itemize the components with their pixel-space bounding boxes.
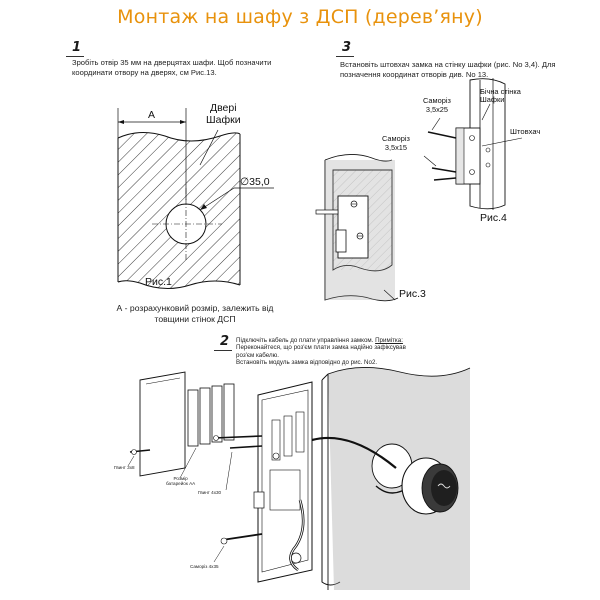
label-screw-4x35: Саморіз 4х35 (190, 564, 219, 569)
label-screw-4x30: Гвинт 4х30 (198, 490, 222, 495)
label-side-wall: Бічна стінка Шафки (480, 87, 521, 104)
step-2-line-3: Встановіть модуль замка відповідно до рис. No2. (236, 359, 378, 367)
label-diameter: ∅35,0 (240, 176, 270, 188)
label-batteries: Розмір батарейок АА (166, 476, 196, 487)
page-title: Монтаж на шафу з ДСП (дерев’яну) (117, 6, 483, 28)
figure-4-caption: Рис.4 (480, 212, 507, 224)
step-1-instructions: Зробіть отвір 35 мм на дверцятах шафи. Щоб позначити координати отвору на дверях, см Рис.13. (72, 58, 272, 77)
step-2-number: 2 (220, 334, 230, 349)
figure-3-caption: Рис.3 (399, 288, 426, 300)
label-door: Дверi Шафки (206, 102, 241, 126)
figure-3-cabinet-wall (316, 154, 398, 300)
step-2-note: Примітка: (375, 337, 403, 344)
lock-body (254, 382, 312, 582)
step-2-line-2: Переконайтеся, що роз'єм плати замка надійно зафіксував роз'єм кабелю. (236, 344, 406, 359)
label-screw-3x8: Гвинт 3х8 (114, 465, 135, 470)
label-pusher: Штовхач (510, 127, 541, 136)
step-1-number: 1 (72, 40, 82, 55)
figure-1-caption: Рис.1 (145, 276, 172, 288)
step-3-instructions: Встановіть штовхач замка на стінку шафки (рис. No 3,4). Для позначення координат отворів див. No 13. (340, 60, 556, 79)
step-3-number: 3 (342, 40, 352, 55)
label-screw-3-5x15: Саморіз 3,5х15 (382, 134, 410, 152)
step-2-line-1: Підключіть кабель до плати управління замком. (236, 337, 374, 344)
dimension-note: А - розрахунковий розмір, залежить від товщини стінок ДСП (116, 303, 274, 324)
label-dimension-a: А (148, 109, 156, 121)
label-screw-3-5x25: Саморіз 3,5х25 (423, 96, 451, 114)
